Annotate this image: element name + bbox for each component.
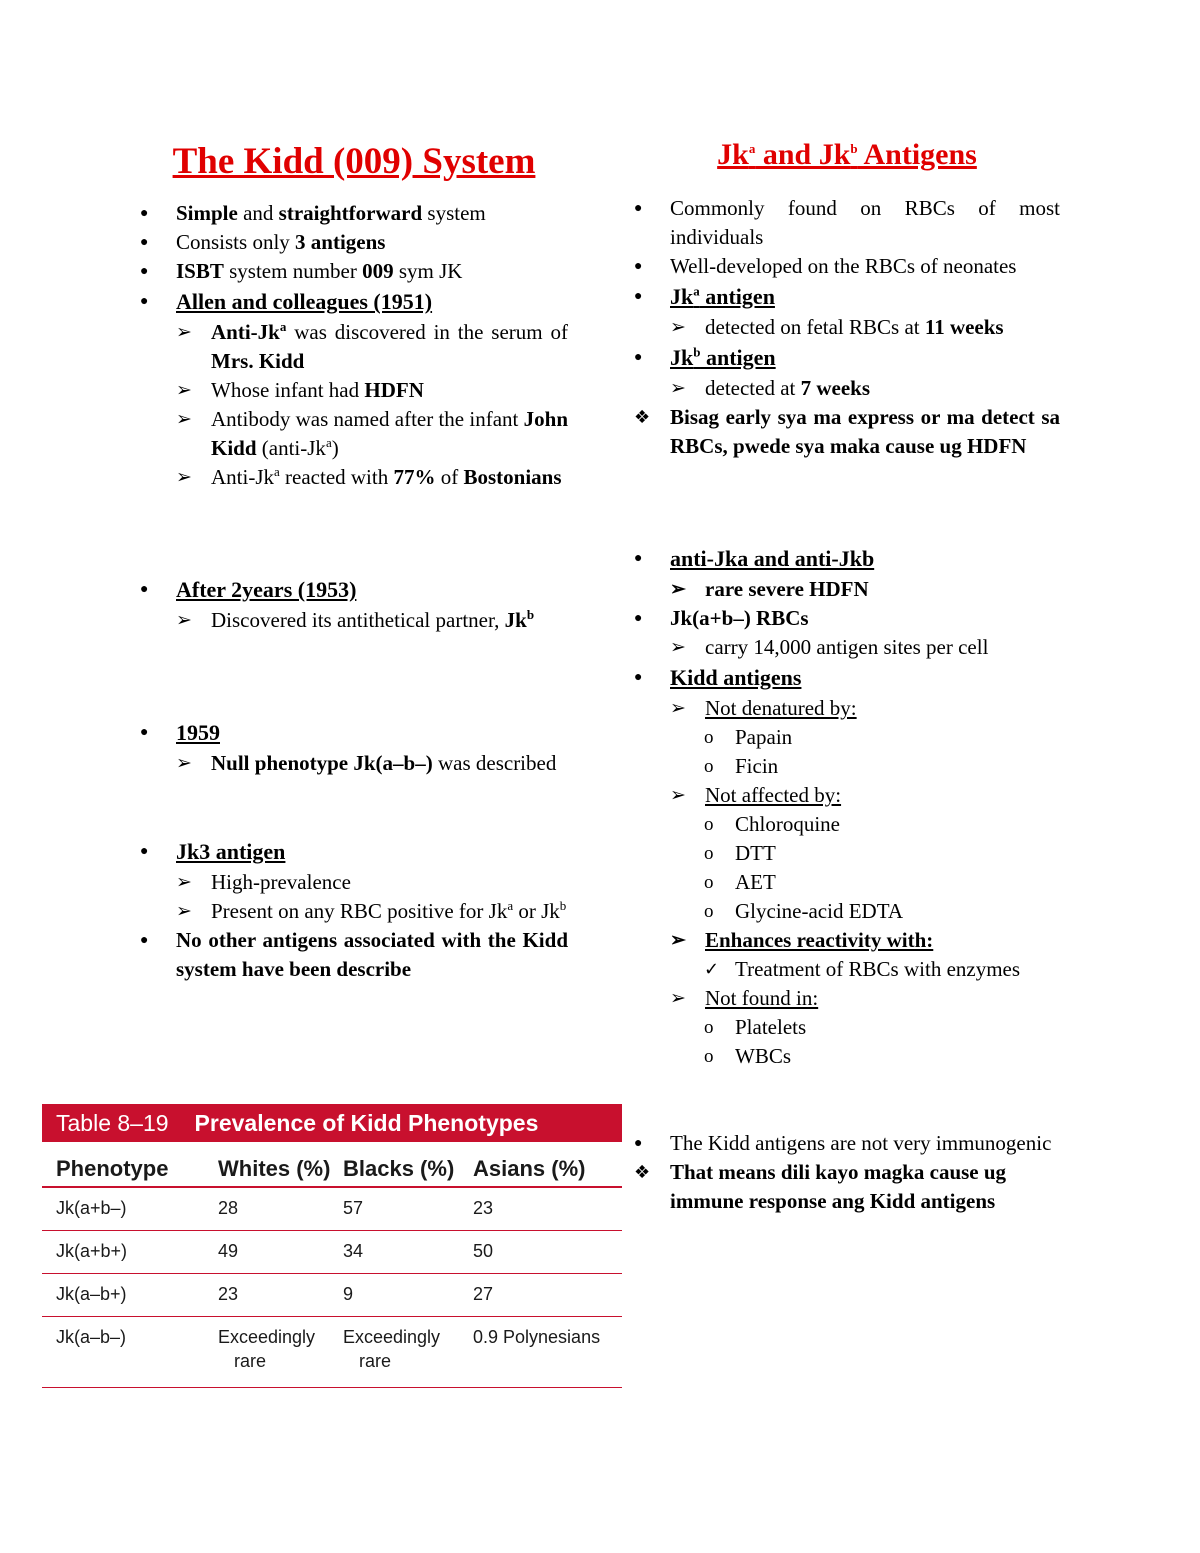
list-item: ● ISBT system number 009 sym JK <box>140 257 568 286</box>
list-item: ➢ High-prevalence <box>140 868 568 897</box>
kidd-system-list <box>140 199 568 984</box>
list-item: ● The Kidd antigens are not very immunogenic <box>634 1129 1060 1158</box>
list-item: o Ficin <box>634 752 1060 781</box>
kidd-antigens-heading: ● Kidd antigens <box>634 662 1060 694</box>
list-item: ➢ Anti-Jk$^a$ reacted with 77% of Bostonians <box>140 463 568 492</box>
table-title-bar <box>42 1104 622 1142</box>
list-item: ➢ Anti-Jk$^a$ was discovered in the serum of Mrs. Kidd <box>140 318 568 376</box>
anti-jk-heading: ● anti-Jka and anti-Jkb <box>634 543 1060 575</box>
column-header: Whites (%) <box>218 1142 343 1187</box>
list-item: ➢ detected on fetal RBCs at 11 weeks <box>634 313 1060 342</box>
list-item: o Platelets <box>634 1013 1060 1042</box>
list-item: ➢ Enhances reactivity with: <box>634 926 1060 955</box>
table-cell: 34 <box>343 1231 473 1274</box>
list-item: ➢ Not found in: <box>634 984 1060 1013</box>
list-item: ➢ Not affected by: <box>634 781 1060 810</box>
table-cell: 28 <box>218 1187 343 1231</box>
list-item: o Papain <box>634 723 1060 752</box>
table-cell: 57 <box>343 1187 473 1231</box>
list-item: o AET <box>634 868 1060 897</box>
note-item: ❖ That means dili kayo magka cause ug immune response ang Kidd antigens <box>634 1158 1060 1216</box>
column-header: Asians (%) <box>473 1142 622 1187</box>
list-item: ➢ Discovered its antithetical partner, Jk$^b$ <box>140 606 568 635</box>
after-heading: ● After 2years (1953) <box>140 574 568 606</box>
note-item: ❖ Bisag early sya ma express or ma detect sa RBCs, pwede sya maka cause ug HDFN <box>634 403 1060 461</box>
antigens-title: Jk$^a$ and Jk$^b$ Antigens <box>717 138 977 171</box>
list-item: ➢ detected at 7 weeks <box>634 374 1060 403</box>
table-cell: 23 <box>473 1187 622 1231</box>
jkb-heading: ● Jk$^b$ antigen <box>634 342 1060 374</box>
list-item: o WBCs <box>634 1042 1060 1071</box>
list-item: o Chloroquine <box>634 810 1060 839</box>
list-item: ➢ carry 14,000 antigen sites per cell <box>634 633 1060 662</box>
column-header: Phenotype <box>42 1142 218 1187</box>
right-column <box>634 138 1060 1216</box>
table-cell: 50 <box>473 1231 622 1274</box>
table-row <box>42 1317 622 1388</box>
column-header: Blacks (%) <box>343 1142 473 1187</box>
list-item: ➢ Antibody was named after the infant John Kidd (anti-Jk$^a$) <box>140 405 568 463</box>
list-item: ● Simple and straightforward system <box>140 199 568 228</box>
jka-heading: ● Jk$^a$ antigen <box>634 281 1060 313</box>
list-item: o Glycine-acid EDTA <box>634 897 1060 926</box>
list-item: ● Consists only 3 antigens <box>140 228 568 257</box>
year-1959-heading: ● 1959 <box>140 717 568 749</box>
list-item: ➢ rare severe HDFN <box>634 575 1060 604</box>
table-cell: 0.9 Polynesians <box>473 1317 622 1388</box>
table-cell: 9 <box>343 1274 473 1317</box>
table-cell: Jk(a–b+) <box>42 1274 218 1317</box>
list-item: ➢ Whose infant had HDFN <box>140 376 568 405</box>
table-cell: 23 <box>218 1274 343 1317</box>
kidd-system-title: The Kidd (009) System <box>172 141 536 182</box>
list-item: ➢ Present on any RBC positive for Jk$^a$ or Jk$^b$ <box>140 897 568 926</box>
table-cell: Jk(a+b+) <box>42 1231 218 1274</box>
phenotype-table <box>42 1142 622 1388</box>
table-cell: 27 <box>473 1274 622 1317</box>
table-header-row <box>42 1142 622 1187</box>
table-cell: Exceedingly rare <box>218 1317 343 1388</box>
table-row <box>42 1231 622 1274</box>
list-item: o DTT <box>634 839 1060 868</box>
table-title: Prevalence of Kidd Phenotypes <box>194 1109 539 1136</box>
table-cell: Jk(a+b–) <box>42 1187 218 1231</box>
antigens-list <box>634 194 1060 1216</box>
table-row <box>42 1187 622 1231</box>
table-cell: Exceedingly rare <box>343 1317 473 1388</box>
kidd-phenotype-table <box>42 1104 622 1388</box>
table-cell: 49 <box>218 1231 343 1274</box>
list-item: ✓ Treatment of RBCs with enzymes <box>634 955 1060 984</box>
table-row <box>42 1274 622 1317</box>
allen-heading: ● Allen and colleagues (1951) <box>140 286 568 318</box>
list-item: ● Well-developed on the RBCs of neonates <box>634 252 1060 281</box>
list-item: ➢ Not denatured by: <box>634 694 1060 723</box>
list-item: ● Commonly found on RBCs of most individuals <box>634 194 1060 252</box>
table-cell: Jk(a–b–) <box>42 1317 218 1388</box>
table-number: Table 8–19 <box>56 1109 169 1136</box>
list-item: ● Jk(a+b–) RBCs <box>634 604 1060 633</box>
list-item: ● No other antigens associated with the Kidd system have been describe <box>140 926 568 984</box>
list-item: ➢ Null phenotype Jk(a–b–) was described <box>140 749 568 778</box>
left-column <box>140 140 568 984</box>
jk3-heading: ● Jk3 antigen <box>140 836 568 868</box>
